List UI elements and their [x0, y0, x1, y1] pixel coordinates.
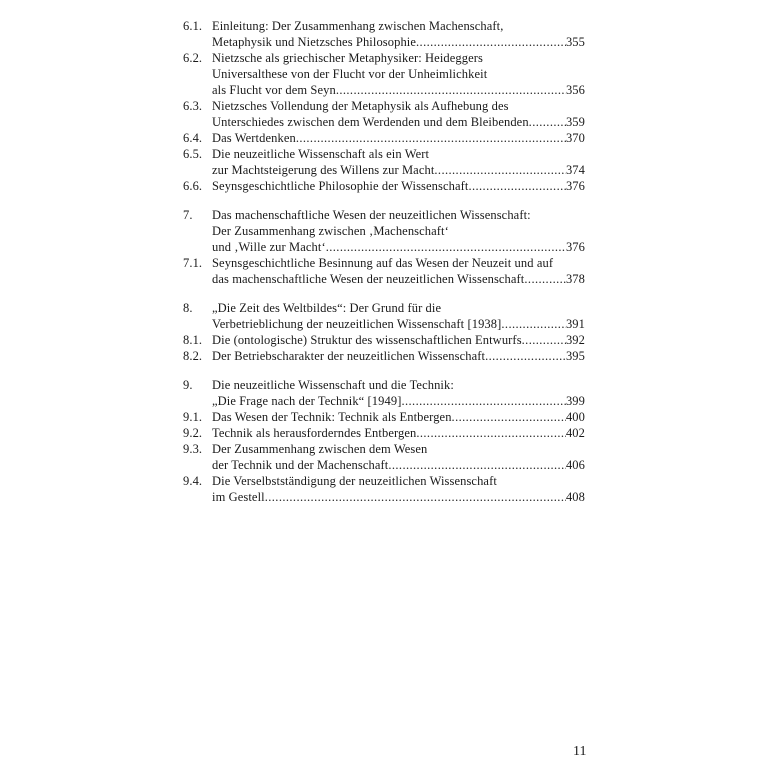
toc-entry-last-line: [212, 425, 585, 441]
toc-entry-page: 408: [565, 490, 585, 504]
toc-entry-number: 7.1.: [183, 256, 203, 270]
toc-entry-number: 9.3.: [183, 442, 203, 456]
toc-entry-title-line: „Die Zeit des Weltbildes“: Der Grund für die: [212, 301, 442, 315]
toc-entry-title-line: Das Wertdenken: [212, 131, 296, 145]
toc-entry-last-line: [212, 409, 585, 425]
toc-entry: [183, 50, 585, 98]
toc-entry: [183, 130, 585, 146]
toc-entry: [183, 425, 585, 441]
toc-entry-page: 402: [565, 426, 585, 440]
toc-entry-page: 374: [565, 163, 585, 177]
toc-entry-page: 355: [565, 35, 585, 49]
dot-leader: [468, 178, 565, 194]
toc-entry: [183, 207, 585, 255]
table-of-contents: [183, 18, 585, 505]
toc-entry-last-line: [212, 130, 585, 146]
toc-entry-title-line: Nietzsches Vollendung der Metaphysik als Aufhebung des: [212, 99, 509, 113]
toc-entry-title-line: als Flucht vor dem Seyn: [212, 83, 336, 97]
toc-entry-title-line: Der Betriebscharakter der neuzeitlichen Wissenschaft: [212, 349, 486, 363]
dot-leader: [452, 409, 566, 425]
toc-entry-last-line: [212, 348, 585, 364]
toc-entry-number: 9.4.: [183, 474, 203, 488]
dot-leader: [501, 316, 566, 332]
toc-entry-last-line: [212, 114, 585, 130]
dot-leader: [522, 332, 566, 348]
toc-entry-title-line: das machenschaftliche Wesen der neuzeitlichen Wissenschaft: [212, 272, 525, 286]
toc-entry-last-line: [212, 393, 585, 409]
toc-entry: [183, 441, 585, 473]
dot-leader: [265, 489, 566, 505]
toc-entry-title-line: Die (ontologische) Struktur des wissenschaftlichen Entwurfs: [212, 333, 522, 347]
toc-entry: [183, 98, 585, 130]
toc-entry-number: 6.4.: [183, 131, 203, 145]
toc-entry-title-line: Unterschiedes zwischen dem Werdenden und dem Bleibenden: [212, 115, 529, 129]
toc-entry-title-line: Die neuzeitliche Wissenschaft und die Technik:: [212, 378, 454, 392]
toc-entry-page: 400: [565, 410, 585, 424]
toc-entry-number: 9.1.: [183, 410, 203, 424]
toc-entry-last-line: [212, 489, 585, 505]
toc-entry-page: 359: [565, 115, 585, 129]
toc-entry-title-line: Seynsgeschichtliche Philosophie der Wissenschaft: [212, 179, 469, 193]
toc-entry: [183, 348, 585, 364]
toc-entry: [183, 473, 585, 505]
toc-entry-title-line: Einleitung: Der Zusammenhang zwischen Machenschaft,: [212, 19, 504, 33]
toc-entry-number: 6.1.: [183, 19, 203, 33]
toc-entry: [183, 178, 585, 194]
toc-entry-title-line: zur Machtsteigerung des Willens zur Macht: [212, 163, 435, 177]
toc-entry-page: 370: [565, 131, 585, 145]
toc-entry-last-line: [212, 332, 585, 348]
toc-entry-number: 6.6.: [183, 179, 203, 193]
toc-entry-last-line: [212, 178, 585, 194]
dot-leader: [336, 82, 566, 98]
toc-entry-title-line: Verbetrieblichung der neuzeitlichen Wissenschaft [1938]: [212, 317, 502, 331]
toc-entry-title-line: Nietzsche als griechischer Metaphysiker: Heideggers: [212, 51, 483, 65]
dot-leader: [388, 457, 566, 473]
toc-entry-last-line: [212, 82, 585, 98]
toc-entry: [183, 146, 585, 178]
toc-entry-number: 6.2.: [183, 51, 203, 65]
dot-leader: [401, 393, 565, 409]
toc-entry-last-line: [212, 162, 585, 178]
dot-leader: [434, 162, 566, 178]
toc-entry: [183, 255, 585, 287]
toc-entry-page: 378: [565, 272, 585, 286]
toc-entry-page: 391: [565, 317, 585, 331]
toc-entry-number: 8.: [183, 301, 193, 315]
toc-entry: [183, 377, 585, 409]
toc-entry-title-line: Seynsgeschichtliche Besinnung auf das Wesen der Neuzeit und auf: [212, 256, 554, 270]
toc-entry-title-line: im Gestell: [212, 490, 265, 504]
toc-entry-title-line: Technik als herausforderndes Entbergen: [212, 426, 417, 440]
toc-entry-number: 6.5.: [183, 147, 203, 161]
toc-entry: [183, 332, 585, 348]
toc-entry-page: 356: [565, 83, 585, 97]
dot-leader: [326, 239, 566, 255]
toc-entry-number: 8.1.: [183, 333, 203, 347]
toc-entry-page: 376: [565, 179, 585, 193]
toc-entry-page: 399: [565, 394, 585, 408]
toc-entry-title-line: und ‚Wille zur Macht‘: [212, 240, 326, 254]
toc-entry-last-line: [212, 34, 585, 50]
dot-leader: [416, 425, 566, 441]
toc-entry-title-line: Der Zusammenhang zwischen dem Wesen: [212, 442, 428, 456]
toc-entry-title-line: Die Verselbstständigung der neuzeitlichen Wissenschaft: [212, 474, 497, 488]
toc-entry: [183, 300, 585, 332]
toc-entry-title-line: Die neuzeitliche Wissenschaft als ein Wert: [212, 147, 430, 161]
toc-entry-page: 406: [565, 458, 585, 472]
toc-entry: [183, 18, 585, 50]
toc-entry-last-line: [212, 239, 585, 255]
toc-entry-number: 7.: [183, 208, 193, 222]
toc-entry-title-line: Das Wesen der Technik: Technik als Entbergen: [212, 410, 452, 424]
toc-entry-page: 376: [565, 240, 585, 254]
toc-entry-title-line: der Technik und der Machenschaft: [212, 458, 389, 472]
toc-entry-title-line: Universalthese von der Flucht vor der Unheimlichkeit: [212, 67, 488, 81]
toc-entry-page: 395: [565, 349, 585, 363]
toc-entry-last-line: [212, 457, 585, 473]
dot-leader: [529, 114, 566, 130]
toc-entry-number: 8.2.: [183, 349, 203, 363]
dot-leader: [524, 271, 566, 287]
toc-entry-title-line: Metaphysik und Nietzsches Philosophie: [212, 35, 417, 49]
toc-entry-title-line: Das machenschaftliche Wesen der neuzeitlichen Wissenschaft:: [212, 208, 531, 222]
toc-entry-last-line: [212, 271, 585, 287]
toc-entry-title-line: Der Zusammenhang zwischen ‚Machenschaft‘: [212, 224, 449, 238]
toc-entry-page: 392: [565, 333, 585, 347]
toc-entry-number: 9.: [183, 378, 193, 392]
dot-leader: [485, 348, 566, 364]
toc-entry-last-line: [212, 316, 585, 332]
dot-leader: [296, 130, 566, 146]
toc-entry-number: 9.2.: [183, 426, 203, 440]
toc-entry: [183, 409, 585, 425]
dot-leader: [416, 34, 566, 50]
page-number: 11: [573, 744, 587, 759]
toc-entry-number: 6.3.: [183, 99, 203, 113]
toc-entry-title-line: „Die Frage nach der Technik“ [1949]: [212, 394, 402, 408]
